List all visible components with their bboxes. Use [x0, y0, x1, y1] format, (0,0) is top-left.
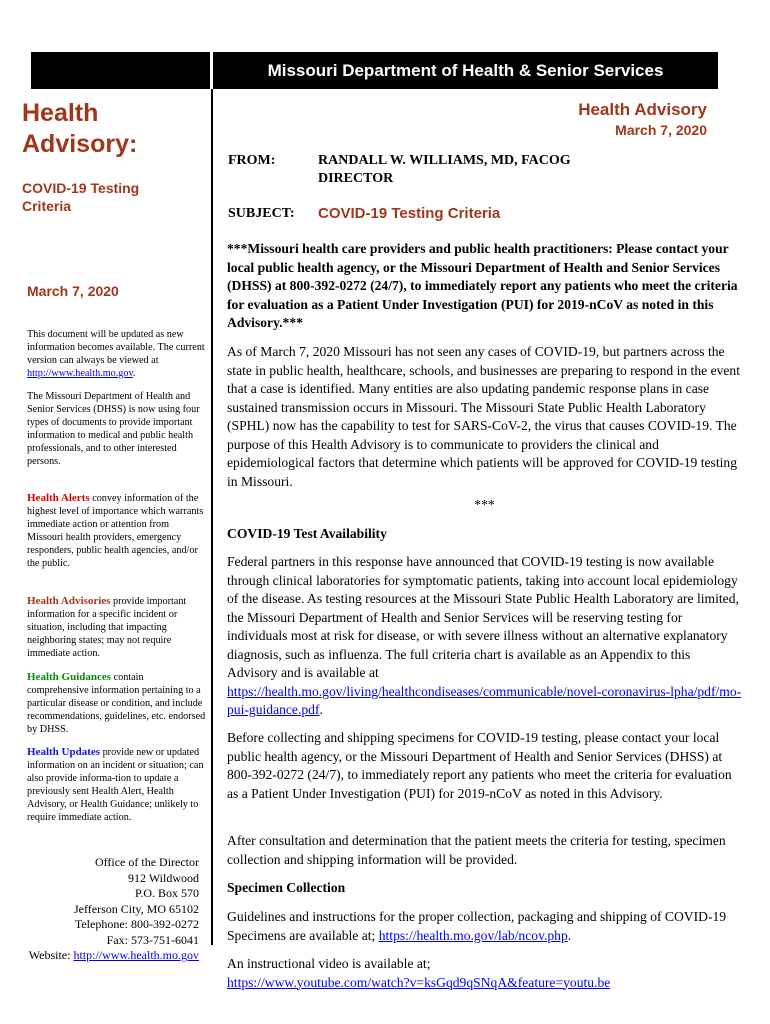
guidances-description: Health Guidances contain comprehensive information pertaining to a particular disease or condition, and include recommendations, guidelines, etc. endorsed by DHSS.	[27, 671, 206, 735]
sidebar-title: Health Advisory:	[22, 99, 138, 158]
dhss-note: The Missouri Department of Health and Senior Services (DHSS) is now using four types of documents to provide important information to medical and public health professionals, and to other interested persons.	[27, 391, 200, 467]
from-row: FROM: RANDALL W. WILLIAMS, MD, FACOG DIRECTOR	[228, 153, 571, 186]
advisory-title: Health Advisory	[578, 100, 707, 119]
updates-description: Health Updates provide new or updated information on an incident or situation; can also provide informa-tion to update a previously sent Health Alert, Health Advisory, or Health Guidance; unlikely to require immediate action.	[27, 746, 204, 823]
office-address: Office of the Director 912 Wildwood P.O. Box 570 Jefferson City, MO 65102 Telephone: 800-392-0272 Fax: 573-751-6041 Website: http://www.health.mo.gov	[28, 855, 199, 962]
website-link[interactable]: http://www.health.mo.gov	[73, 948, 199, 962]
department-name: Missouri Department of Health & Senior Services	[267, 60, 664, 80]
department-banner	[213, 52, 718, 89]
subject-row: SUBJECT: COVID-19 Testing Criteria	[228, 205, 501, 222]
column-divider	[211, 89, 213, 945]
advisories-description: Health Advisories provide important information for a specific incident or situation, including that impacting neighboring states; may not require immediate action.	[27, 595, 187, 659]
health-website-link[interactable]: http://www.health.mo.gov	[27, 368, 133, 379]
advisories-label: Health Advisories	[27, 595, 111, 607]
specimen-heading: Specimen Collection	[227, 880, 346, 895]
update-note: This document will be updated as new information becomes available. The current version can always be viewed at http://www.health.mo.gov.	[27, 329, 205, 379]
separator: ***	[474, 497, 495, 512]
before-paragraph: Before collecting and shipping specimens for COVID-19 testing, please contact your local public health agency, or the Missouri Department of Health and Senior Services (DHSS) at 800-392-0272 (24/7), to immediately report any patients who meet the criteria for evaluation as a Patient Under Investigation (PUI) for 2019-nCoV as noted in this Advisory.	[227, 730, 732, 801]
availability-paragraph: Federal partners in this response have announced that COVID-19 testing is now available through clinical laboratories for symptomatic patients, taking into account local epidemiology of the disease. As testing resources at the Missouri State Public Health Laboratory are limited, the Missouri Department of Health and Senior Services will be reserving testing for individuals most at risk for disease, or with severe illness without an alternative explanatory diagnosis, such as influenza. The full criteria chart is available as an Appendix to this Advisory and is available at https://health.mo.gov/living/healthcondiseases/communicable/novel-coronavirus-lpha/pdf/mo-pui-guidance.pdf.	[227, 554, 742, 717]
updates-label: Health Updates	[27, 746, 101, 758]
sidebar-date: March 7, 2020	[27, 283, 119, 299]
subject-value: COVID-19 Testing Criteria	[318, 205, 501, 222]
availability-heading: COVID-19 Test Availability	[227, 526, 387, 541]
notice-paragraph: ***Missouri health care providers and public health practitioners: Please contact your local public health agency, or the Missouri Department of Health and Senior Services (DHSS) at 800-392-0272 (24/7), to immediately report any patients who meet the criteria for evaluation as a Patient Under Investigation (PUI) for 2019-nCoV as noted in this Advisory.***	[227, 241, 738, 330]
video-link[interactable]: https://www.youtube.com/watch?v=ksGqd9qSNqA&feature=youtu.be	[227, 974, 611, 990]
alerts-label: Health Alerts	[27, 492, 90, 504]
advisory-date: March 7, 2020	[615, 122, 707, 138]
after-paragraph: After consultation and determination that the patient meets the criteria for testing, specimen collection and shipping information will be provided.	[227, 833, 726, 867]
intro-paragraph: As of March 7, 2020 Missouri has not seen any cases of COVID-19, but partners across the state in public health, healthcare, schools, and businesses are preparing to respond in the event that a case is identified. Many entities are also updating pandemic response plans in case sustained transmission occurs in Missouri. The Missouri State Public Health Laboratory (SPHL) now has the capability to test for SARS-CoV-2, the virus that causes COVID-19. The purpose of this Health Advisory is to communicate to providers the clinical and epidemiological factors that determine which patients will be approved for COVID-19 testing in Missouri.	[227, 344, 741, 489]
sidebar-subtitle: COVID-19 Testing Criteria	[22, 180, 140, 214]
banner-left-block	[31, 52, 210, 89]
guidances-label: Health Guidances	[27, 671, 112, 683]
video-paragraph: An instructional video is available at; https://www.youtube.com/watch?v=ksGqd9qSNqA&feature=youtu.be	[227, 956, 611, 990]
alerts-description: Health Alerts convey information of the highest level of importance which warrants immediate action or attention from Missouri health providers, emergency responders, public health agencies, and/or the public.	[27, 492, 204, 569]
ncov-lab-link[interactable]: https://health.mo.gov/lab/ncov.php	[378, 927, 568, 943]
pui-guidance-link[interactable]: https://health.mo.gov/living/healthcondiseases/communicable/novel-coronavirus-lpha/pdf/mo-pui-guidance.pdf	[227, 683, 742, 717]
specimen-paragraph: Guidelines and instructions for the proper collection, packaging and shipping of COVID-19 Specimens are available at; https://health.mo.gov/lab/ncov.php.	[227, 909, 727, 943]
